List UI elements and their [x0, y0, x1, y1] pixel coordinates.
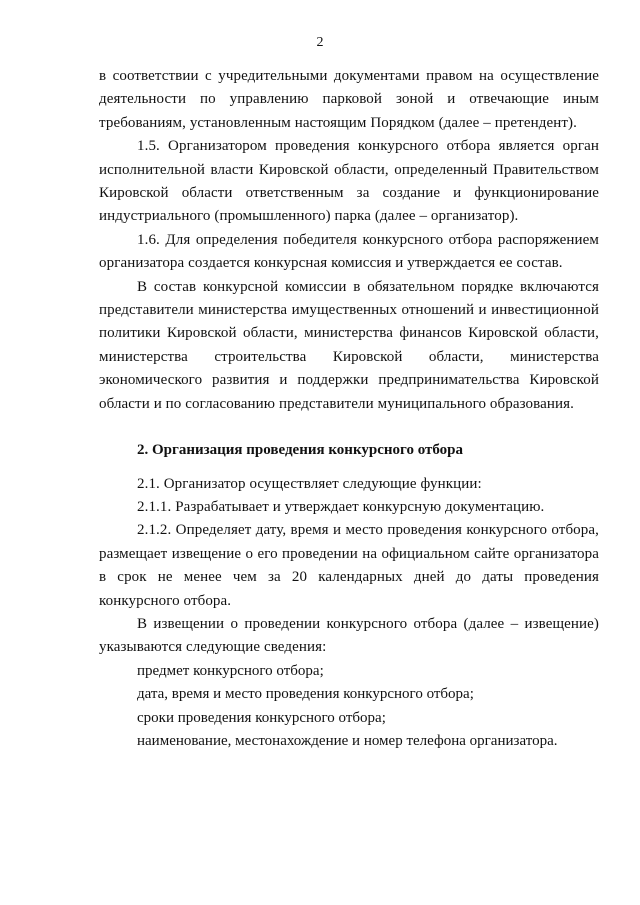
- section-spacer: [99, 416, 599, 439]
- section-heading-2: 2. Организация проведения конкурсного отбора: [137, 442, 464, 459]
- section-spacer-small: [99, 463, 599, 473]
- list-item: предмет конкурсного отбора;: [137, 662, 324, 679]
- list-item: наименование, местонахождение и номер телефона организатора.: [137, 732, 558, 749]
- paragraph-commission-composition: В состав конкурсной комиссии в обязательном порядке включаются представители министерства имущественных отношений и инвестиционной политики Кировской области, министерства финансов Кировской области, министерства строительства Кировской области, министерства экономического развития и поддержки предпринимательства Кировской области и по согласованию представители муниципального образования.: [99, 278, 599, 412]
- paragraph-continuation: в соответствии с учредительными документами правом на осуществление деятельности по управлению парковой зоной и отвечающие иным требованиям, установленным настоящим Порядком (далее – претендент).: [99, 68, 599, 131]
- list-item: сроки проведения конкурсного отбора;: [137, 709, 386, 726]
- paragraph-notice-contents: В извещении о проведении конкурсного отбора (далее – извещение) указываются следующие сведения:: [99, 615, 599, 656]
- paragraph-2-1-1: 2.1.1. Разрабатывает и утверждает конкурсную документацию.: [137, 498, 545, 515]
- document-body: [99, 65, 599, 753]
- paragraph-2-1: 2.1. Организатор осуществляет следующие функции:: [137, 475, 482, 492]
- paragraph-1-5: 1.5. Организатором проведения конкурсного отбора является орган исполнительной власти Кировской области, определенный Правительством Кировской области ответственным за создание и функционирование индустриального (промышленного) парка (далее – организатор).: [99, 138, 599, 225]
- page-number: 2: [316, 35, 324, 50]
- paragraph-2-1-2: 2.1.2. Определяет дату, время и место проведения конкурсного отбора, размещает извещение о его проведении на официальном сайте организатора в срок не менее чем за 20 календарных дней до даты проведения конкурсного отбора.: [99, 522, 599, 609]
- list-item: дата, время и место проведения конкурсного отбора;: [137, 686, 474, 703]
- paragraph-1-6: 1.6. Для определения победителя конкурсного отбора распоряжением организатора создается конкурсная комиссия и утверждается ее состав.: [99, 231, 599, 272]
